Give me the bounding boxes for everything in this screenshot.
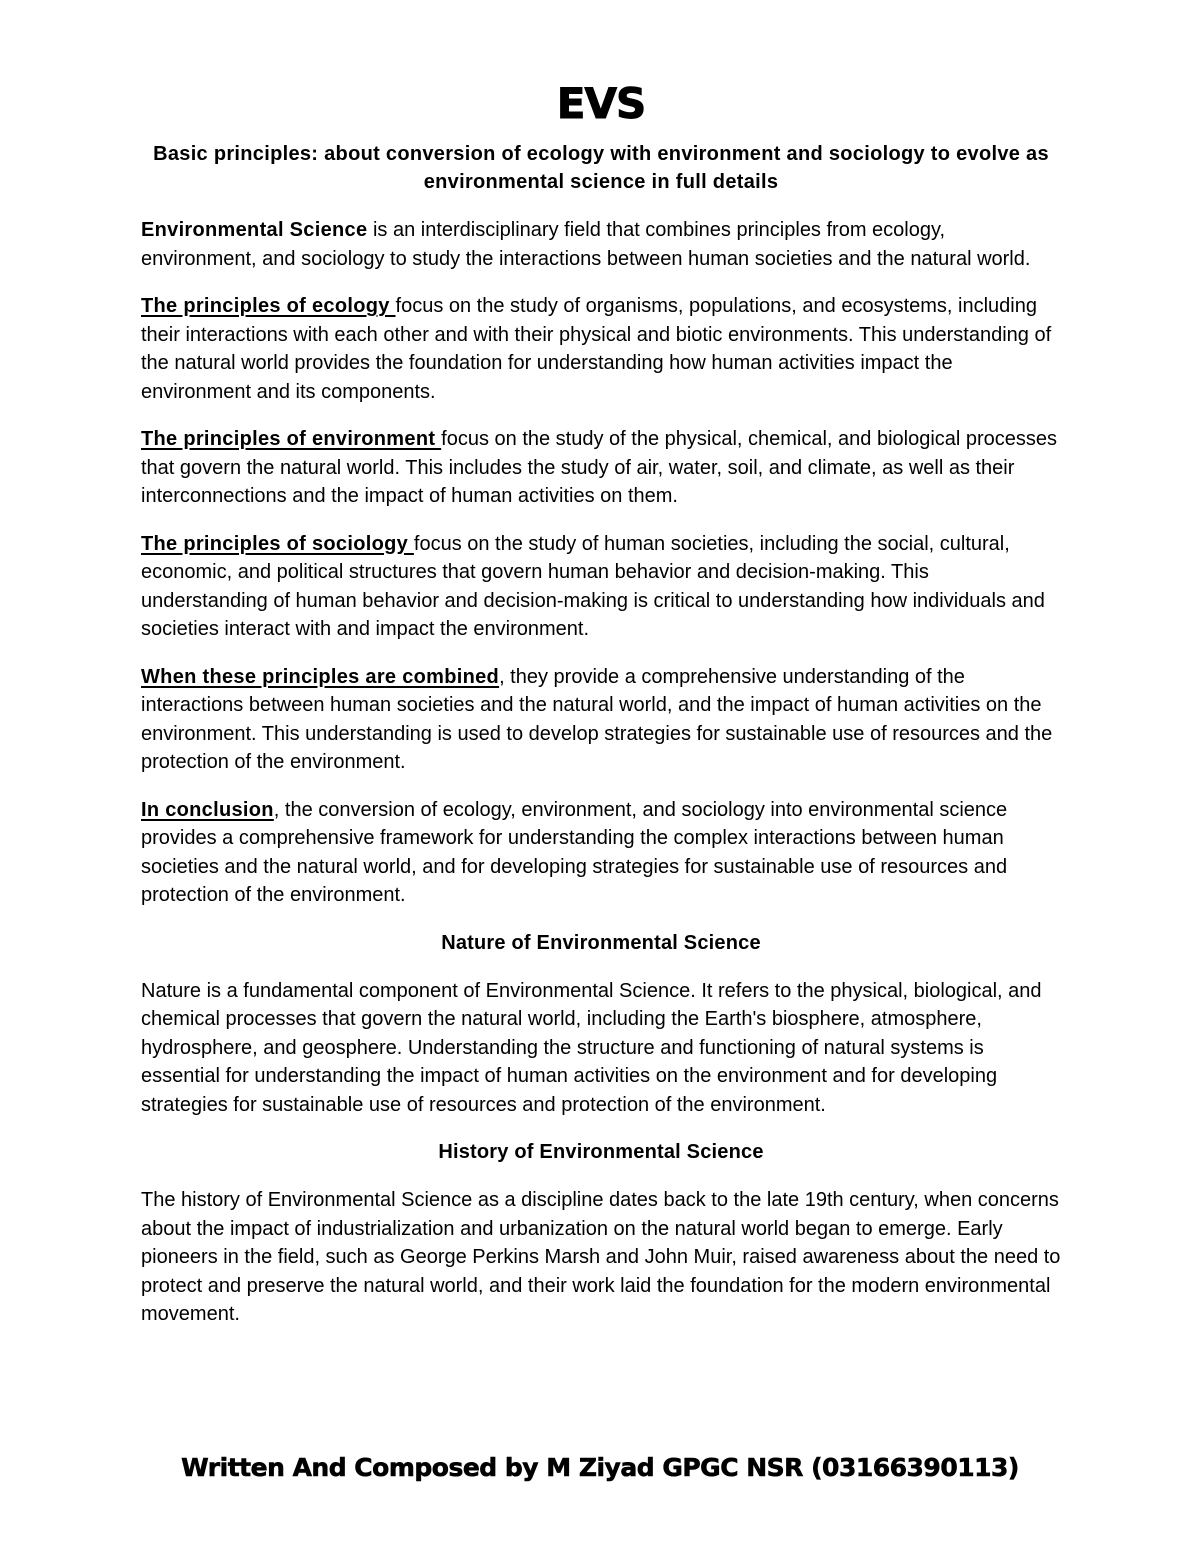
paragraph-principles-of-ecology bbox=[141, 292, 1061, 406]
paragraph-principles-of-sociology bbox=[141, 530, 1061, 644]
paragraph-text: is an interdisciplinary field that combines principles from ecology, environment, and sociology to study the interactions between human societies and the natural world. bbox=[141, 219, 1031, 270]
paragraph-text: focus on the study of the physical, chemical, and biological processes that govern the natural world. This includes the study of air, water, soil, and climate, as well as their interconnections and the impact of human activities on them. bbox=[141, 428, 1058, 507]
document-footer: Written And Composed by M Ziyad GPGC NSR (03166390113) bbox=[181, 1453, 1019, 1482]
section-heading-history: History of Environmental Science bbox=[438, 1141, 764, 1163]
paragraph-conclusion bbox=[141, 796, 1061, 910]
paragraph-lead: Environmental Science bbox=[141, 219, 368, 241]
section-text-history: The history of Environmental Science as a discipline dates back to the late 19th century, when concerns about the impact of industrialization and urbanization on the natural world began to emerge. Early pioneers in the field, such as George Perkins Marsh and John Muir, raised awareness about the need to protect and preserve the natural world, and their work laid the foundation for the modern environmental movement. bbox=[141, 1189, 1061, 1325]
paragraph-text: focus on the study of human societies, including the social, cultural, economic, and political structures that govern human behavior and decision-making. This understanding of human behavior and decision-making is critical to understanding how individuals and societies interact with and impact the environment. bbox=[141, 532, 1045, 640]
paragraph-text: , the conversion of ecology, environment, and sociology into environmental science provides a comprehensive framework for understanding the complex interactions between human societies and the natural world, and for developing strategies for sustainable use of resources and protection of the environment. bbox=[141, 798, 1008, 906]
paragraph-text: focus on the study of organisms, populations, and ecosystems, including their interactions with each other and with their physical and biotic environments. This understanding of the natural world provides the foundation for understanding how human activities impact the environment and its components. bbox=[141, 295, 1052, 403]
document-subtitle: Basic principles: about conversion of ecology with environment and sociology to evolve as environmental science in full details bbox=[153, 143, 1049, 193]
paragraph-principles-of-environment bbox=[141, 425, 1061, 511]
paragraph-lead: The principles of sociology bbox=[141, 532, 414, 555]
document-title: EVS bbox=[556, 79, 646, 128]
section-text-nature: Nature is a fundamental component of Environmental Science. It refers to the physical, biological, and chemical processes that govern the natural world, including the Earth's biosphere, atmosphere, hydrosphere, and geosphere. Understanding the structure and functioning of natural systems is essential for understanding the impact of human activities on the environment and for developing strategies for sustainable use of resources and protection of the environment. bbox=[141, 979, 1042, 1116]
paragraph-lead: The principles of ecology bbox=[141, 295, 396, 317]
paragraph-lead: In conclusion bbox=[141, 798, 274, 821]
paragraph-lead: The principles of environment bbox=[141, 428, 442, 450]
document-body bbox=[141, 78, 1061, 1348]
paragraph-text: , they provide a comprehensive understanding of the interactions between human societies and the natural world, and the impact of human activities on the environment. This understanding is used to develop strategies for sustainable use of resources and the protection of the environment. bbox=[141, 665, 1053, 773]
section-heading-nature: Nature of Environmental Science bbox=[441, 931, 761, 954]
paragraph-lead: When these principles are combined bbox=[141, 665, 500, 688]
paragraph-environmental-science bbox=[141, 216, 1061, 273]
paragraph-principles-combined bbox=[141, 663, 1061, 777]
